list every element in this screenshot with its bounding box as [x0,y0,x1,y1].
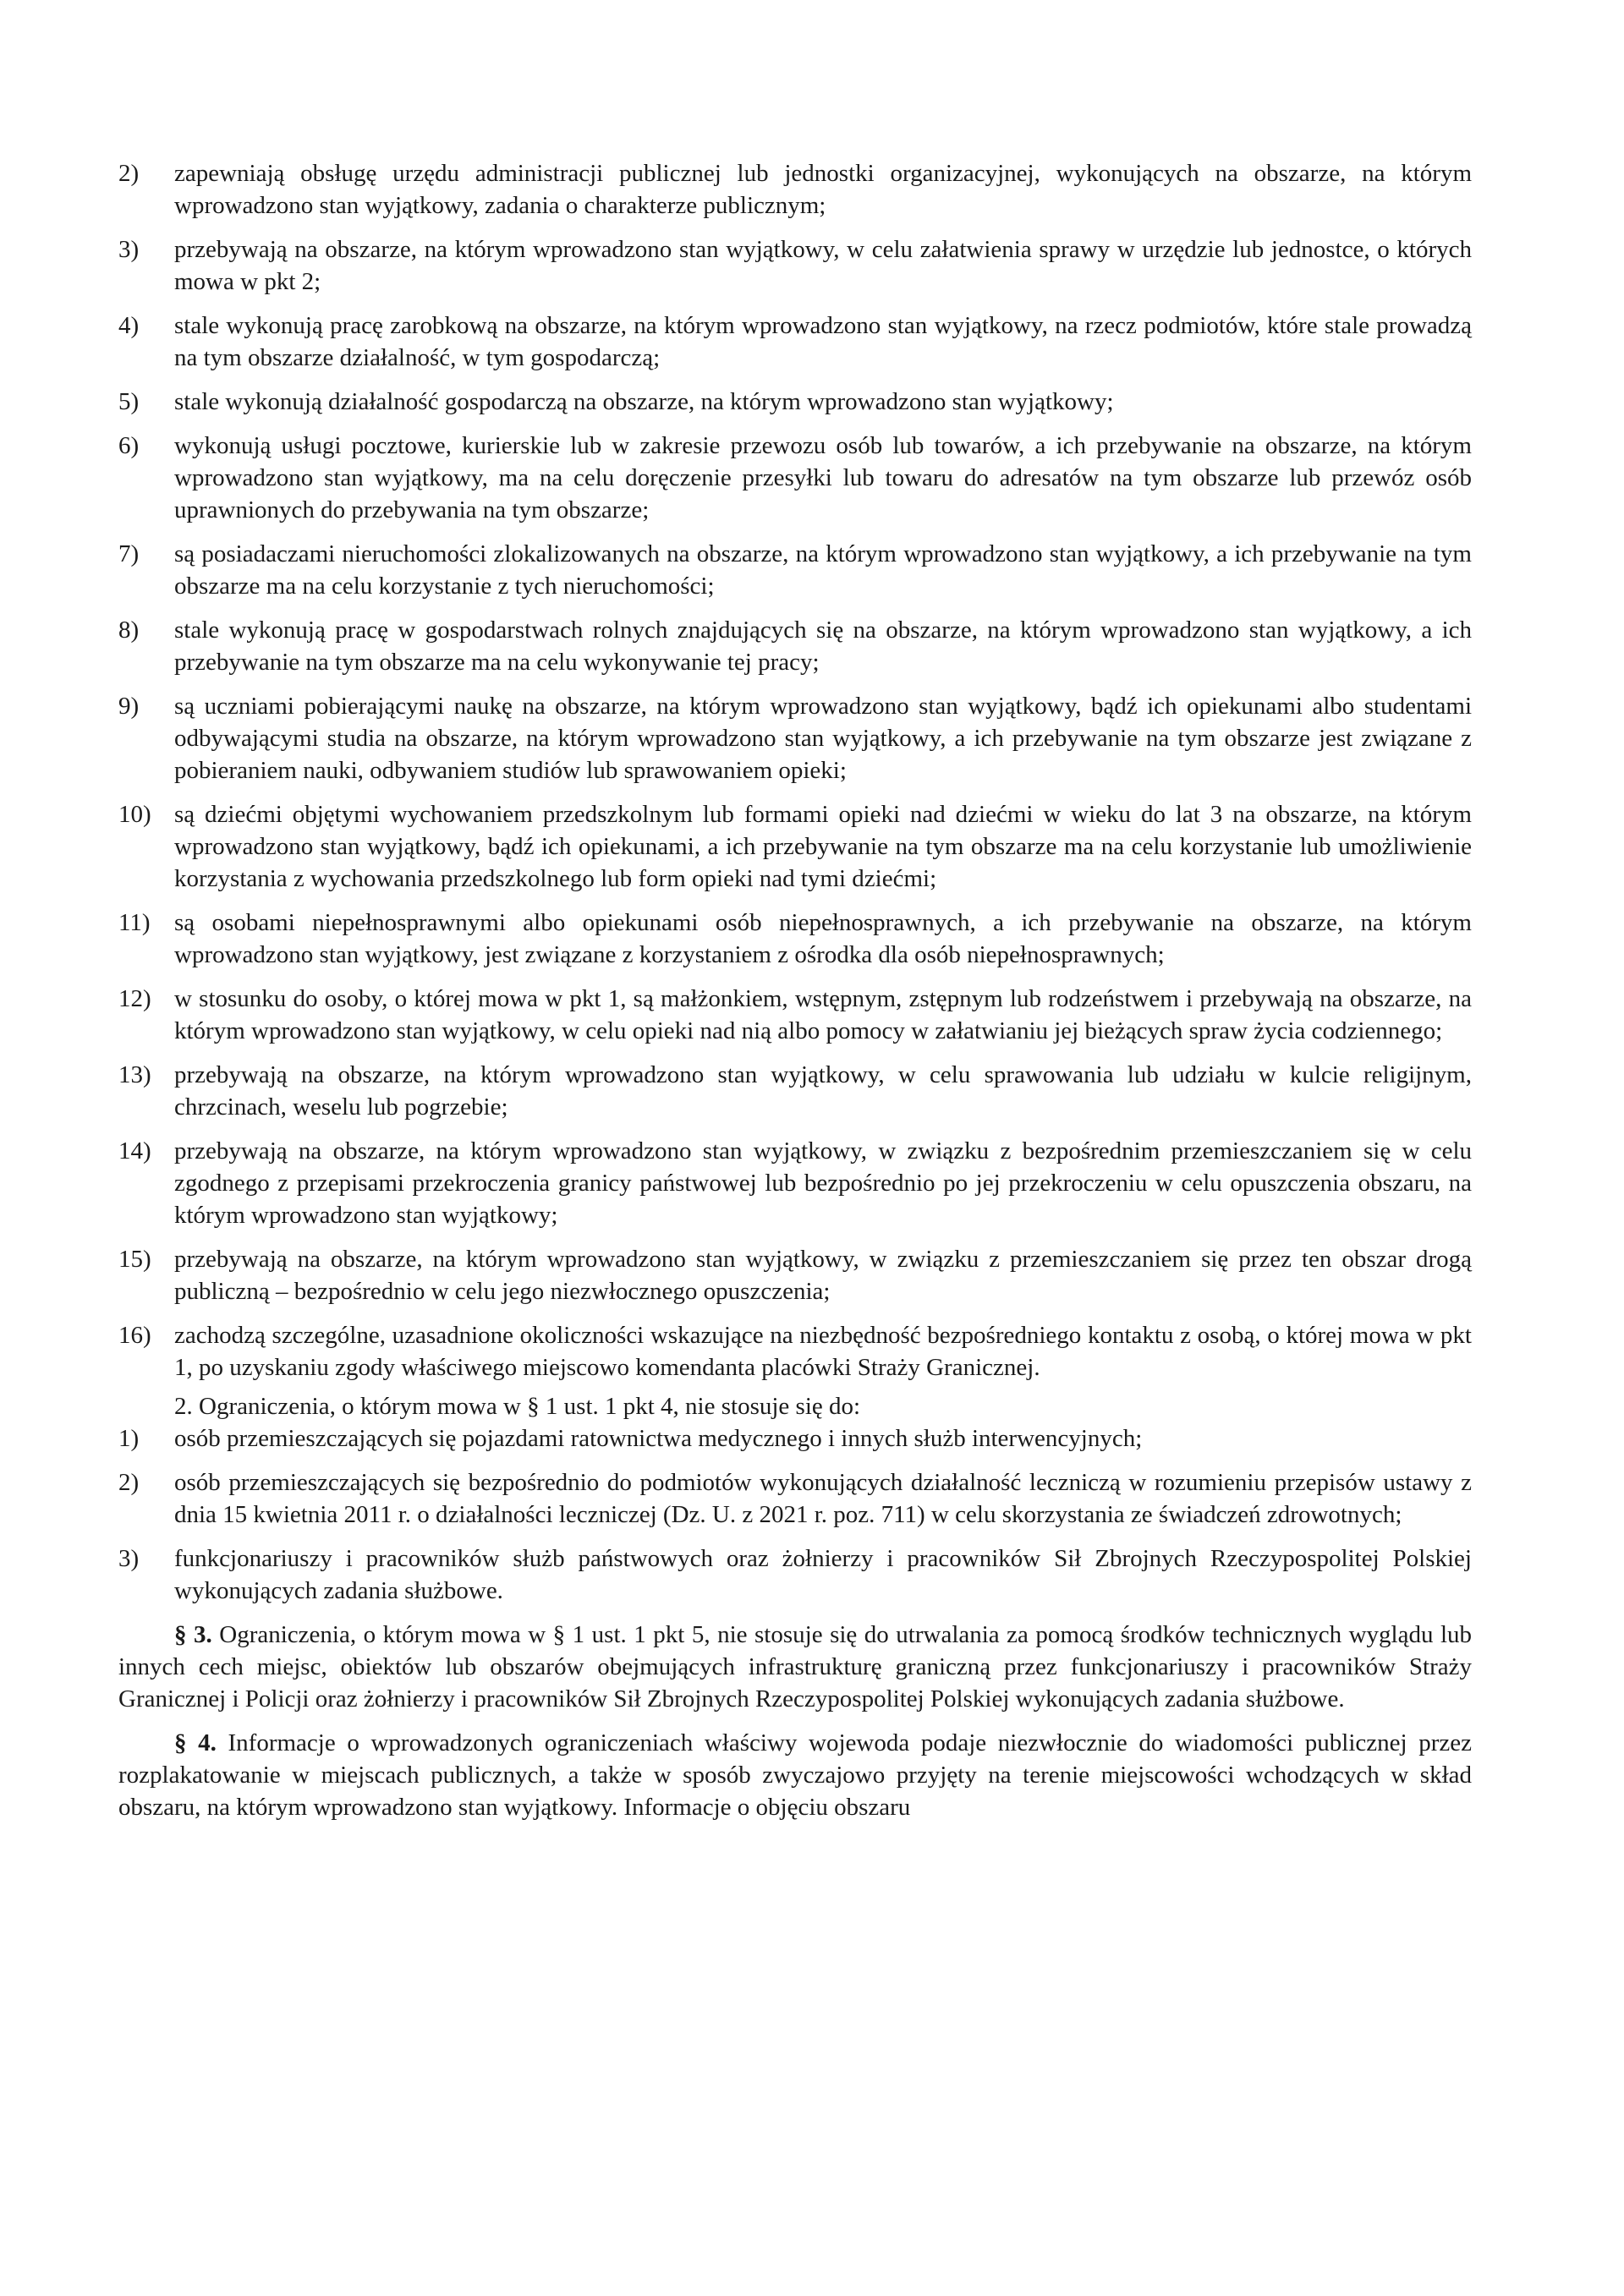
item-number: 1) [118,1425,140,1452]
list-item [118,907,1472,971]
list-item [118,310,1472,374]
item-number: 16) [118,1322,151,1349]
item-number: 2) [118,1469,140,1496]
item-number: 3) [118,1545,140,1572]
list-item [118,1135,1472,1231]
item-number: 8) [118,616,140,644]
paragraph-3 [118,1619,1472,1715]
paragraph-label: § 3. [174,1621,212,1648]
list-item [118,386,1472,418]
list-item [118,233,1472,298]
item-text: przebywają na obszarze, na którym wprowadzono stan wyjątkowy, w celu załatwienia sprawy w urzędzie lub jednostce, o których mowa w pkt 2; [174,236,1472,295]
item-text: osób przemieszczających się pojazdami ratownictwa medycznego i innych służb interwencyjnych; [174,1425,1143,1452]
list-item [118,1059,1472,1123]
list-item [118,1319,1472,1384]
item-text: w stosunku do osoby, o której mowa w pkt 1, są małżonkiem, wstępnym, zstępnym lub rodzeństwem i przebywają na obszarze, na którym wprowadzono stan wyjątkowy, w celu opieki nad nią albo pomocy w załatwianiu jej bieżących spraw życia codziennego; [174,985,1472,1044]
item-text: są dziećmi objętymi wychowaniem przedszkolnym lub formami opieki nad dziećmi w wieku do lat 3 na obszarze, na którym wprowadzono stan wyjątkowy, bądź ich opiekunami, a ich przebywanie na tym obszarze ma na celu korzystanie lub umożliwienie korzystania z wychowania przedszkolnego lub form opieki nad tymi dziećmi; [174,801,1472,892]
item-text: stale wykonują pracę w gospodarstwach rolnych znajdujących się na obszarze, na którym wprowadzono stan wyjątkowy, a ich przebywanie na tym obszarze ma na celu wykonywanie tej pracy; [174,616,1472,676]
ust-2-intro: 2. Ograniczenia, o którym mowa w § 1 ust. 1 pkt 4, nie stosuje się do: [174,1393,861,1420]
item-number: 9) [118,693,140,720]
item-text: wykonują usługi pocztowe, kurierskie lub w zakresie przewozu osób lub towarów, a ich przebywanie na obszarze, na którym wprowadzono stan wyjątkowy, ma na celu doręczenie przesyłki lub towaru do adresatów na tym obszarze lub przewóz osób uprawnionych do przebywania na tym obszarze; [174,432,1472,523]
list-item [118,1422,1472,1455]
item-text: funkcjonariuszy i pracowników służb państwowych oraz żołnierzy i pracowników Sił Zbrojnych Rzeczypospolitej Polskiej wykonujących zadania służbowe. [174,1545,1472,1604]
list-item [118,798,1472,895]
item-number: 4) [118,312,140,339]
item-number: 11) [118,909,151,936]
item-text: są uczniami pobierającymi naukę na obszarze, na którym wprowadzono stan wyjątkowy, bądź ich opiekunami albo studentami odbywającymi studia na obszarze, na którym wprowadzono stan wyjątkowy, a ich przebywanie na tym obszarze jest związane z pobieraniem nauki, odbywaniem studiów lub sprawowaniem opieki; [174,693,1472,784]
list-item [118,1543,1472,1607]
item-number: 10) [118,801,151,828]
list-item [118,690,1472,786]
item-number: 13) [118,1061,151,1088]
item-number: 3) [118,236,140,263]
item-number: 6) [118,432,140,459]
item-number: 5) [118,388,140,415]
list-item [118,430,1472,526]
item-number: 2) [118,160,140,187]
item-number: 12) [118,985,151,1012]
item-text: przebywają na obszarze, na którym wprowadzono stan wyjątkowy, w celu sprawowania lub udziału w kulcie religijnym, chrzcinach, weselu lub pogrzebie; [174,1061,1472,1121]
list-item [118,157,1472,222]
points-list-2 [118,1422,1472,1607]
item-number: 15) [118,1246,151,1273]
list-item [118,1466,1472,1531]
points-list-1 [118,157,1472,1384]
paragraph-text: Informacje o wprowadzonych ograniczeniach właściwy wojewoda podaje niezwłocznie do wiadomości publicznej przez rozplakatowanie w miejscach publicznych, a także w sposób zwyczajowo przyjęty na terenie miejscowości wchodzących w skład obszaru, na którym wprowadzono stan wyjątkowy. Informacje o objęciu obszaru [118,1729,1472,1821]
item-text: przebywają na obszarze, na którym wprowadzono stan wyjątkowy, w związku z przemieszczaniem się przez ten obszar drogą publiczną – bezpośrednio w celu jego niezwłocznego opuszczenia; [174,1246,1472,1305]
item-text: zachodzą szczególne, uzasadnione okoliczności wskazujące na niezbędność bezpośredniego kontaktu z osobą, o której mowa w pkt 1, po uzyskaniu zgody właściwego miejscowo komendanta placówki Straży Granicznej. [174,1322,1472,1381]
list-item [118,538,1472,602]
item-text: stale wykonują pracę zarobkową na obszarze, na którym wprowadzono stan wyjątkowy, na rzecz podmiotów, które stale prowadzą na tym obszarze działalność, w tym gospodarczą; [174,312,1472,371]
item-number: 7) [118,540,140,567]
paragraph-4 [118,1727,1472,1823]
list-item [118,1243,1472,1307]
item-text: są posiadaczami nieruchomości zlokalizowanych na obszarze, na którym wprowadzono stan wyjątkowy, a ich przebywanie na tym obszarze ma na celu korzystanie z tych nieruchomości; [174,540,1472,600]
item-text: stale wykonują działalność gospodarczą na obszarze, na którym wprowadzono stan wyjątkowy; [174,388,1114,415]
list-item [118,614,1472,678]
item-text: są osobami niepełnosprawnymi albo opiekunami osób niepełnosprawnych, a ich przebywanie na obszarze, na którym wprowadzono stan wyjątkowy, jest związane z korzystaniem z ośrodka dla osób niepełnosprawnych; [174,909,1472,968]
item-text: zapewniają obsługę urzędu administracji publicznej lub jednostki organizacyjnej, wykonujących na obszarze, na którym wprowadzono stan wyjątkowy, zadania o charakterze publicznym; [174,160,1472,219]
document-page [118,157,1472,1823]
item-number: 14) [118,1137,151,1164]
list-item [118,983,1472,1047]
paragraph-text: Ograniczenia, o którym mowa w § 1 ust. 1 pkt 5, nie stosuje się do utrwalania za pomocą środków technicznych wyglądu lub innych cech miejsc, obiektów lub obszarów obejmujących infrastrukturę graniczną przez funkcjonariuszy i pracowników Straży Granicznej i Policji oraz żołnierzy i pracowników Sił Zbrojnych Rzeczypospolitej Polskiej wykonujących zadania służbowe. [118,1621,1473,1712]
item-text: przebywają na obszarze, na którym wprowadzono stan wyjątkowy, w związku z bezpośrednim przemieszczaniem się w celu zgodnego z przepisami przekroczenia granicy państwowej lub bezpośrednio po jej przekroczeniu w celu opuszczenia obszaru, na którym wprowadzono stan wyjątkowy; [174,1137,1472,1229]
paragraph-label: § 4. [174,1729,217,1756]
item-text: osób przemieszczających się bezpośrednio do podmiotów wykonujących działalność leczniczą w rozumieniu przepisów ustawy z dnia 15 kwietnia 2011 r. o działalności leczniczej (Dz. U. z 2021 r. poz. 711) w celu skorzystania ze świadczeń zdrowotnych; [174,1469,1472,1528]
